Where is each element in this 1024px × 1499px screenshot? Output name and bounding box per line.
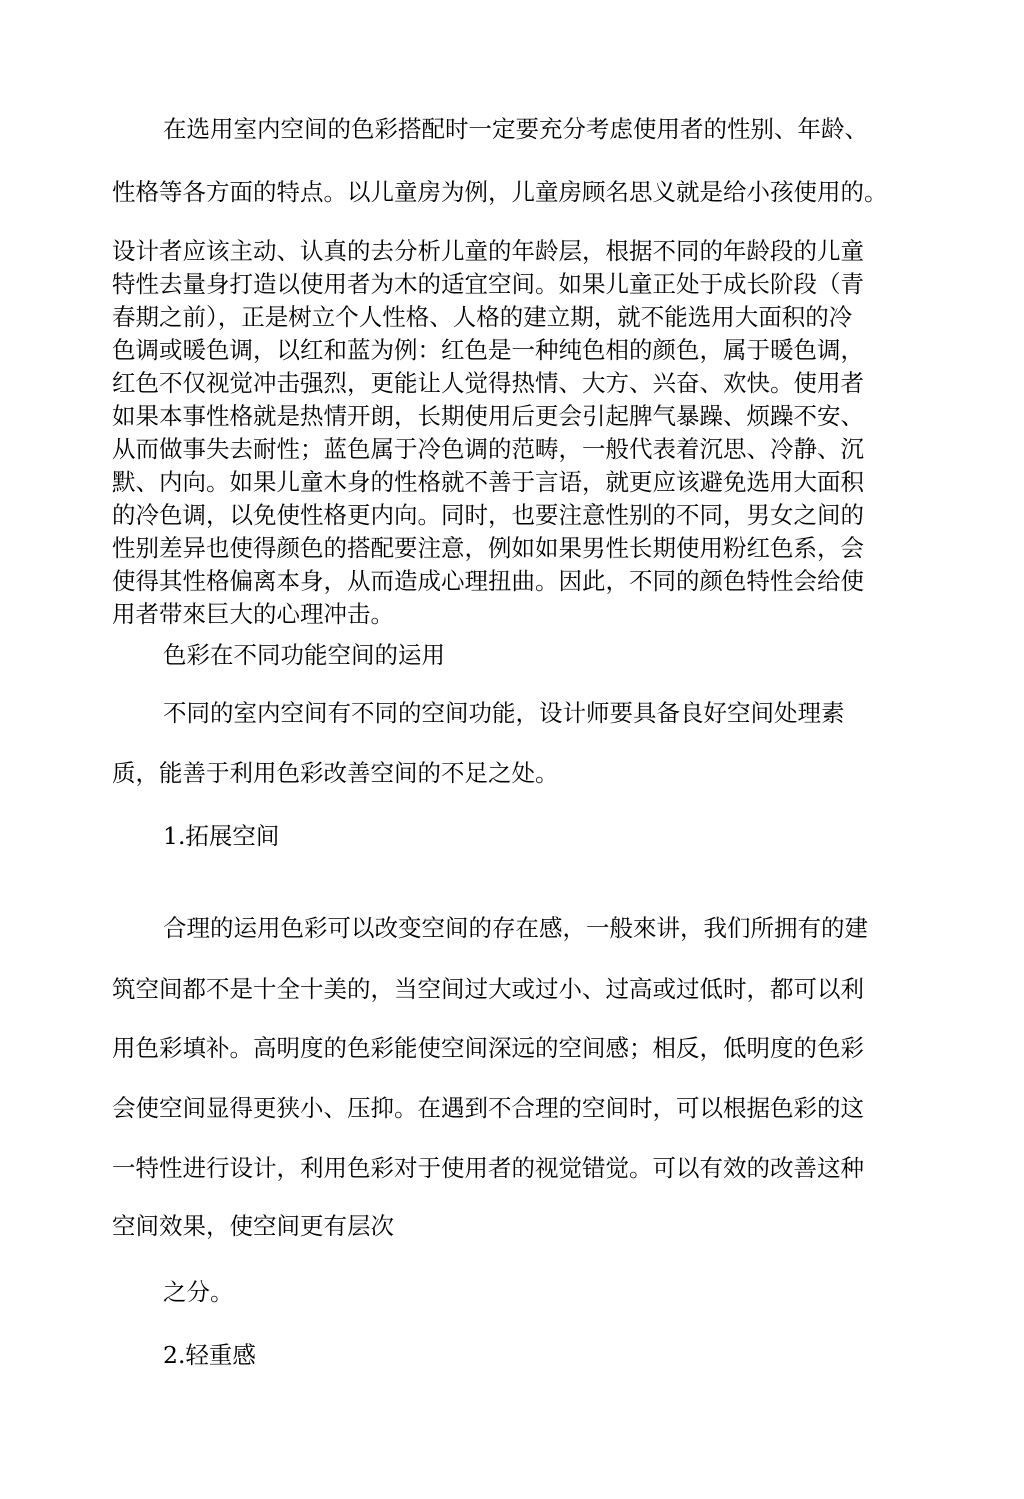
paragraph-1-line-1: 在选用室内空间的色彩搭配时一定要充分考虑使用者的性别、年龄、	[163, 115, 868, 143]
paragraph-2-line-10: 性别差异也使得颜色的搭配要注意，例如如果男性长期使用粉红色系，会	[112, 534, 864, 562]
paragraph-2-line-12: 用者带來巨大的心理冲击。	[112, 600, 394, 628]
paragraph-2-line-6: 如果本事性格就是热情开朗，长期使用后更会引起脾气暴躁、烦躁不安、	[112, 402, 864, 430]
paragraph-4-line-4: 会使空间显得更狭小、压抑。在遇到不合理的空间时，可以根据色彩的这	[112, 1094, 864, 1122]
paragraph-2-line-2: 特性去量身打造以使用者为木的适宜空间。如果儿童正处于成长阶段（青	[112, 270, 864, 298]
paragraph-2-line-3: 春期之前），正是树立个人性格、人格的建立期，就不能选用大面积的冷	[112, 303, 853, 331]
paragraph-4-line-6: 空间效果，使空间更有层次	[112, 1212, 394, 1240]
section-heading: 色彩在不同功能空间的运用	[163, 641, 445, 669]
paragraph-2-line-9: 的冷色调，以免使性格更内向。同时，也要注意性别的不同，男女之间的	[112, 501, 864, 529]
paragraph-4-line-5: 一特性进行设计，利用色彩对于使用者的视觉错觉。可以有效的改善这种	[112, 1154, 864, 1182]
subheading-expand-space: 1.拓展空间	[163, 822, 280, 850]
paragraph-1-line-2: 性格等各方面的特点。以儿童房为例，儿童房顾名思义就是给小孩使用的。	[112, 178, 888, 206]
paragraph-2-line-1: 设计者应该主动、认真的去分析儿童的年龄层，根据不同的年龄段的儿童	[112, 237, 864, 265]
paragraph-5: 之分。	[163, 1278, 234, 1306]
paragraph-4-line-3: 用色彩填补。高明度的色彩能使空间深远的空间感；相反，低明度的色彩	[112, 1034, 864, 1062]
paragraph-3-line-2: 质，能善于利用色彩改善空间的不足之处。	[112, 759, 559, 787]
paragraph-4-line-1: 合理的运用色彩可以改变空间的存在感，一般來讲，我们所拥有的建	[163, 914, 868, 942]
paragraph-2-line-7: 从而做事失去耐性；蓝色属于冷色调的范畴，一般代表着沉思、冷静、沉	[112, 435, 864, 463]
paragraph-2-line-5: 红色不仅视觉冲击强烈，更能让人觉得热情、大方、兴奋、欢快。使用者	[112, 369, 864, 397]
paragraph-2-line-8: 默、内向。如果儿童木身的性格就不善于言语，就更应该避免选用大面积	[112, 468, 864, 496]
paragraph-4-line-2: 筑空间都不是十全十美的，当空间过大或过小、过高或过低时，都可以利	[112, 975, 864, 1003]
paragraph-2-line-4: 色调或暖色调，以红和蓝为例：红色是一种纯色相的颜色，属于暖色调，	[112, 336, 864, 364]
paragraph-2-line-11: 使得其性格偏离本身，从而造成心理扭曲。因此，不同的颜色特性会给使	[112, 567, 864, 595]
paragraph-3-line-1: 不同的室内空间有不同的空间功能，设计师要具备良好空间处理素	[163, 699, 845, 727]
subheading-weight-sense: 2.轻重感	[163, 1341, 256, 1369]
